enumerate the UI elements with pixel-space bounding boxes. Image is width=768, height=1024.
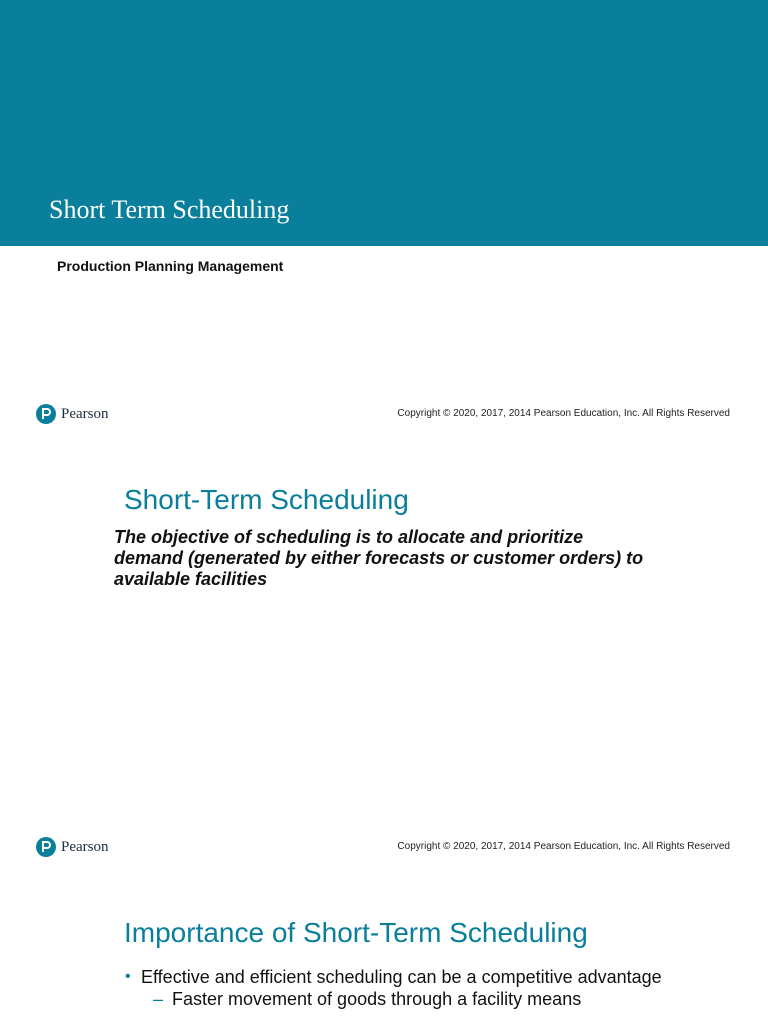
pearson-logo	[36, 403, 126, 425]
list-item	[124, 967, 664, 987]
copyright-notice: Copyright © 2020, 2017, 2014 Pearson Education, Inc. All Rights Reserved	[397, 408, 730, 419]
sub-bullet-text: Faster movement of goods through a facility means	[172, 989, 582, 1009]
slide-title: Short-Term Scheduling	[124, 484, 409, 515]
pearson-p-icon	[36, 404, 56, 424]
bullet-dot-icon: •	[125, 968, 131, 985]
bullet-list	[124, 967, 664, 1009]
slide-subtitle: Production Planning Management	[57, 258, 284, 274]
slide-title-main: Short Term Scheduling	[49, 195, 290, 224]
pearson-logo	[36, 836, 126, 858]
objective-text: The objective of scheduling is to allocate and prioritize demand (generated by either forecasts or customer orders) to available facilities	[114, 527, 644, 589]
list-item	[124, 989, 664, 1009]
logo-text: Pearson	[61, 838, 109, 855]
bullet-text: Effective and efficient scheduling can be a competitive advantage	[141, 967, 662, 987]
logo-text: Pearson	[61, 405, 109, 422]
pearson-p-icon	[36, 837, 56, 857]
dash-icon: –	[153, 989, 164, 1009]
copyright-notice: Copyright © 2020, 2017, 2014 Pearson Education, Inc. All Rights Reserved	[397, 841, 730, 852]
slide-title: Importance of Short-Term Scheduling	[124, 917, 588, 948]
